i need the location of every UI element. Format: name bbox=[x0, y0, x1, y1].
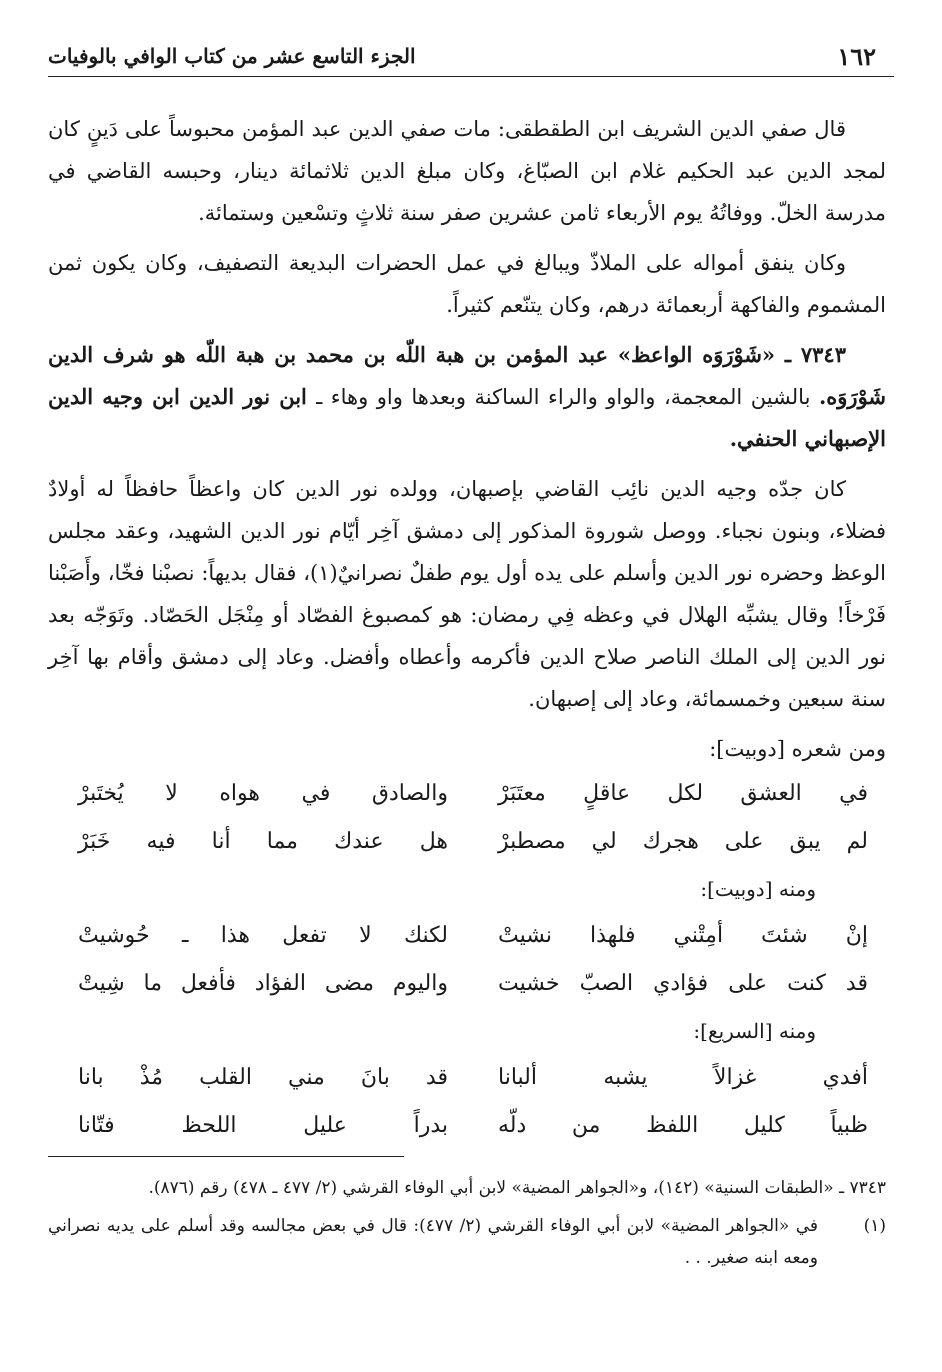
verse bbox=[48, 912, 886, 960]
hemistich-second: والصادق في هواه لا يُختَبرْ bbox=[78, 781, 448, 806]
paragraph-biography: كان جدّه وجيه الدين نائِب القاضي بإصبهان، وولده نور الدين كان واعظاً حافظاً له أولادٌ فضلاء، وبنون نجباء. ووصل شوروة المذكور إلى دمشق آخِر أيّام نور الدين الشهيد، وعقد مجلس الوعظ وحضره نور الدين وأسلم على يده أول يوم طفلٌ نصرانيٌ(١)، فقال بديهاً: نصبْنا فخّا، وأَصَبْنا فَرْخاً! وقال يشبِّه الهلال في وعظه فِي رمضان: هو كمصبوغ الفصّاد أو مِنْجَل الحَصّاد. وتَوَجّه بعد نور الدين إلى الملك الناصر صلاح الدين فأكرمه وأعطاه وأفضل. وعاد إلى دمشق وأقام بها آخِر سنة سبعين وخمسمائة، وعاد إلى إصبهان. bbox=[48, 477, 886, 711]
footnote-text: في «الجواهر المضية» لابن أبي الوفاء القرشي (٢/ ٤٧٧): قال في بعض مجالسه وقد أسلم على يديه نصراني ومعه ابنه صغير. . . bbox=[48, 1216, 819, 1268]
poem-sari bbox=[48, 1054, 886, 1150]
poem-dubayt-2 bbox=[48, 912, 886, 1008]
hemistich-first: ظبياً كليل اللفظ من دلّه bbox=[498, 1113, 868, 1138]
hemistich-first: إنْ شئتَ أمِتْني فلهذا نشيتْ bbox=[498, 923, 868, 948]
hemistich-second: قد بانَ مني القلب مُذْ بانا bbox=[78, 1065, 448, 1090]
meter-label: ومنه [دوبيت]: bbox=[700, 877, 816, 901]
hemistich-second: بدراً عليل اللحظ فتّانا bbox=[78, 1113, 448, 1138]
verse bbox=[48, 1102, 886, 1150]
hemistich-first: في العشق لكل عاقلٍ معتَبَرْ bbox=[498, 781, 868, 806]
hemistich-second: واليوم مضى الفؤاد فأفعل ما شِيتْ bbox=[78, 971, 448, 996]
hemistich-first: لم يبق على هجرك لي مصطبرْ bbox=[498, 829, 868, 854]
entry-lineage: ابن نور الدين ابن وجيه الدين الإصبهاني الحنفي. bbox=[48, 384, 886, 451]
footnotes bbox=[48, 1172, 886, 1274]
page-number: ١٦٢ bbox=[837, 42, 876, 71]
verse bbox=[48, 1054, 886, 1102]
verse bbox=[48, 770, 886, 818]
running-title: الجزء التاسع عشر من كتاب الوافي بالوفيات bbox=[48, 44, 416, 68]
page-header bbox=[48, 40, 894, 77]
biography-entry-heading bbox=[48, 334, 886, 460]
poem-dubayt-1 bbox=[48, 770, 886, 866]
entry-spelling-note: بالشين المعجمة، والواو والراء الساكنة وبعدها واو وهاء ـ bbox=[316, 385, 819, 409]
verse bbox=[48, 960, 886, 1008]
paragraph-death-account: قال صفي الدين الشريف ابن الطقطقى: مات صفي الدين عبد المؤمن محبوساً على دَينٍ كان لمجد الدين عبد الحكيم غلام ابن الصبّاغ، وكان مبلغ الدين ثلاثمائة دينار، وحبسه القاضي في مدرسة الخلّ. ووفاتُهُ يوم الأربعاء ثامن عشرين صفر سنة ثلاثٍ وتسْعين وستمائة. bbox=[48, 117, 886, 225]
verse bbox=[48, 818, 886, 866]
footnote-1 bbox=[48, 1210, 886, 1274]
poetry-intro: ومن شعره [دوبيت]: bbox=[709, 737, 886, 761]
hemistich-second: هل عندك مما أنا فيه خَبَرْ bbox=[78, 829, 448, 854]
footnote-marker: (١) bbox=[863, 1216, 886, 1236]
footnote-sources: ٧٣٤٣ ـ «الطبقات السنية» (١٤٢)، و«الجواهر المضية» لابن أبي الوفاء القرشي (٢/ ٤٧٧ ـ ٤٧٨) رقم (٨٧٦). bbox=[148, 1178, 886, 1198]
entry-title: ٧٣٤٣ ـ «شَوْرَوَه الواعظ» عبد المؤمن بن هبة اللّه بن محمد بن هبة اللّه هو شرف الدين شَوْرَوَه. bbox=[48, 342, 887, 409]
main-text bbox=[48, 108, 886, 1150]
hemistich-first: قد كنت على فؤادي الصبّ خشيت bbox=[498, 971, 868, 996]
meter-label: ومنه [السريع]: bbox=[693, 1019, 816, 1043]
paragraph-spending: وكان ينفق أمواله على الملاذّ ويبالغ في عمل الحضرات البديعة التصفيف، وكان يكون ثمن المشموم والفاكهة أربعمائة درهم، وكان يتنّعم كثيراً. bbox=[48, 251, 886, 317]
footnote-divider bbox=[48, 1156, 404, 1157]
hemistich-first: أفدي غزالاً يشبه ألبانا bbox=[498, 1065, 868, 1090]
hemistich-second: لكنك لا تفعل هذا ـ حُوشيتْ bbox=[78, 923, 448, 948]
